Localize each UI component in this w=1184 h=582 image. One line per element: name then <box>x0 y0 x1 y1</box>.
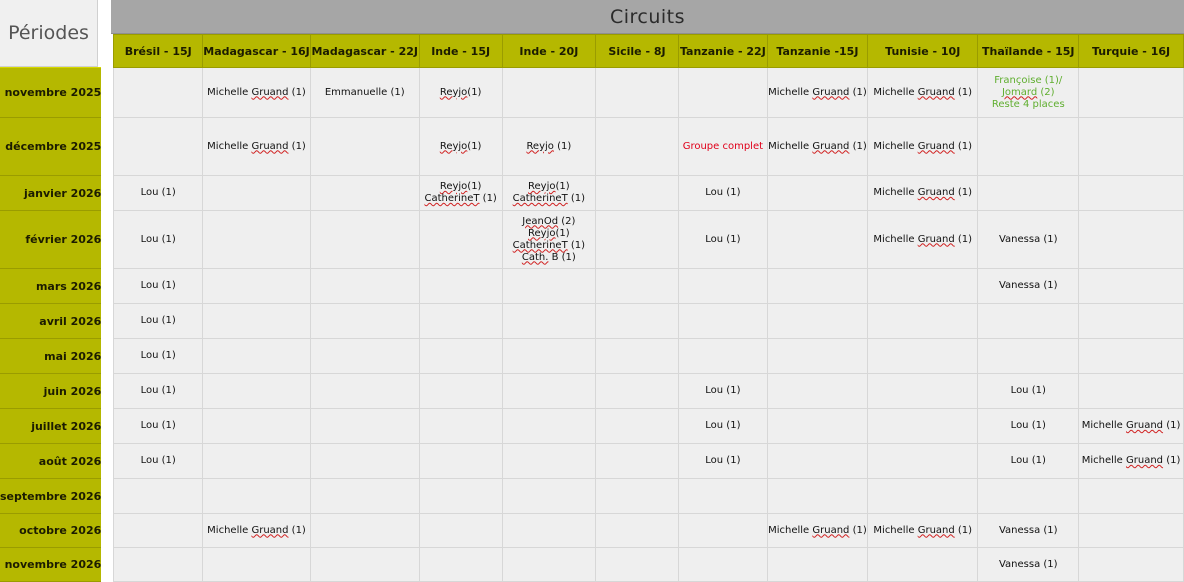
table-cell[interactable] <box>502 514 595 548</box>
period-label[interactable]: avril 2026 <box>0 304 101 339</box>
table-cell[interactable] <box>310 479 419 514</box>
cell-text: Lou (1) <box>140 420 176 431</box>
table-cell[interactable] <box>203 514 311 548</box>
table-cell[interactable] <box>767 68 867 118</box>
cell-text: Cath. B (1) <box>521 251 576 263</box>
table-cell[interactable] <box>596 444 679 479</box>
table-cell[interactable] <box>310 118 419 176</box>
table-cell[interactable] <box>767 548 867 582</box>
table-cell[interactable] <box>1079 118 1184 176</box>
column-header[interactable]: Brésil - 15J <box>114 35 203 68</box>
table-cell[interactable] <box>767 479 867 514</box>
table-cell[interactable] <box>203 176 311 211</box>
table-cell[interactable] <box>114 304 203 339</box>
period-label[interactable]: mars 2026 <box>0 269 101 304</box>
table-cell[interactable] <box>419 339 502 374</box>
cell-text: Michelle Gruand (1) <box>873 140 973 152</box>
table-cell[interactable] <box>419 514 502 548</box>
gap-cell <box>101 444 113 479</box>
table-cell[interactable] <box>978 176 1079 211</box>
cell-text: Michelle Gruand (1) <box>207 524 306 536</box>
table-cell[interactable] <box>310 374 419 409</box>
cell-text: Vanessa (1) <box>998 280 1058 291</box>
table-cell[interactable] <box>114 548 203 582</box>
table-cell[interactable] <box>310 514 419 548</box>
table-cell[interactable] <box>596 409 679 444</box>
table-cell[interactable] <box>1079 68 1184 118</box>
cell-text: Lou (1) <box>705 187 741 198</box>
table-cell[interactable] <box>678 211 767 269</box>
table-cell[interactable] <box>1079 409 1184 444</box>
table-cell[interactable] <box>596 211 679 269</box>
table-row <box>0 409 1184 444</box>
period-label[interactable]: novembre 2025 <box>0 68 101 118</box>
gap-cell <box>101 118 113 176</box>
column-header[interactable]: Sicile - 8J <box>596 35 679 68</box>
table-cell[interactable] <box>767 444 867 479</box>
table-cell[interactable] <box>114 339 203 374</box>
table-row <box>0 118 1184 176</box>
table-cell[interactable] <box>1079 374 1184 409</box>
table-cell[interactable] <box>114 514 203 548</box>
table-cell[interactable] <box>203 409 311 444</box>
table-cell[interactable] <box>310 304 419 339</box>
table-cell[interactable] <box>978 304 1079 339</box>
table-cell[interactable] <box>978 479 1079 514</box>
table-cell[interactable] <box>978 118 1079 176</box>
column-header[interactable]: Tunisie - 10J <box>868 35 978 68</box>
period-label[interactable]: mai 2026 <box>0 339 101 374</box>
table-cell[interactable] <box>203 68 311 118</box>
period-label[interactable]: novembre 2026 <box>0 548 101 582</box>
table-cell[interactable] <box>978 339 1079 374</box>
table-cell[interactable] <box>596 176 679 211</box>
column-header[interactable]: Madagascar - 16J <box>203 35 311 68</box>
table-row <box>0 211 1184 269</box>
table-cell[interactable] <box>868 548 978 582</box>
gap-cell <box>101 479 113 514</box>
table-row <box>0 176 1184 211</box>
period-label[interactable]: janvier 2026 <box>0 176 101 211</box>
table-cell[interactable] <box>767 374 867 409</box>
circuits-header[interactable]: Circuits <box>111 0 1184 34</box>
cell-text: Françoise (1)/ <box>994 74 1063 86</box>
table-cell[interactable] <box>868 211 978 269</box>
column-header[interactable]: Inde - 15J <box>419 35 502 68</box>
cell-text: Michelle Gruand (1) <box>873 524 973 536</box>
table-cell[interactable] <box>678 444 767 479</box>
table-cell[interactable] <box>502 176 595 211</box>
cell-text: Michelle Gruand (1) <box>873 233 973 245</box>
table-cell[interactable] <box>678 68 767 118</box>
table-cell[interactable] <box>419 269 502 304</box>
table-cell[interactable] <box>1079 211 1184 269</box>
gap-cell <box>101 548 113 582</box>
table-cell[interactable] <box>419 479 502 514</box>
table-cell[interactable] <box>978 514 1079 548</box>
table-row <box>0 374 1184 409</box>
table-cell[interactable] <box>419 211 502 269</box>
table-cell[interactable] <box>767 176 867 211</box>
table-cell[interactable] <box>310 339 419 374</box>
cell-text: CatherineT (1) <box>512 239 586 251</box>
gap-cell <box>101 374 113 409</box>
cell-text: Reste 4 places <box>991 98 1065 110</box>
table-cell[interactable] <box>596 514 679 548</box>
cell-text: Lou (1) <box>140 315 176 326</box>
cell-text: Lou (1) <box>140 455 176 466</box>
cell-text: Michelle Gruand (1) <box>207 140 306 152</box>
table-cell[interactable] <box>1079 444 1184 479</box>
table-cell[interactable] <box>868 68 978 118</box>
cell-text: Vanessa (1) <box>998 524 1058 536</box>
gap-cell <box>101 304 113 339</box>
table-cell[interactable] <box>678 118 767 176</box>
table-cell[interactable] <box>596 118 679 176</box>
gap-cell <box>101 68 113 118</box>
cell-text: Lou (1) <box>1010 420 1046 431</box>
table-cell[interactable] <box>767 409 867 444</box>
table-cell[interactable] <box>419 68 502 118</box>
table-cell[interactable] <box>767 118 867 176</box>
table-cell[interactable] <box>310 548 419 582</box>
table-cell[interactable] <box>978 409 1079 444</box>
table-cell[interactable] <box>678 304 767 339</box>
table-cell[interactable] <box>978 68 1079 118</box>
table-row <box>0 548 1184 582</box>
cell-text: Reyjo(1) <box>439 181 482 192</box>
table-cell[interactable] <box>502 444 595 479</box>
table-cell[interactable] <box>502 374 595 409</box>
gap-cell <box>101 514 113 548</box>
table-cell[interactable] <box>203 444 311 479</box>
period-label[interactable]: octobre 2026 <box>0 514 101 548</box>
period-label[interactable]: juillet 2026 <box>0 409 101 444</box>
periodes-header[interactable]: Périodes <box>0 0 98 67</box>
column-header[interactable]: Inde - 20J <box>502 35 595 68</box>
table-cell[interactable] <box>310 269 419 304</box>
table-cell[interactable] <box>978 374 1079 409</box>
table-cell[interactable] <box>868 409 978 444</box>
table-cell[interactable] <box>114 269 203 304</box>
table-cell[interactable] <box>1079 479 1184 514</box>
table-row <box>0 479 1184 514</box>
table-cell[interactable] <box>502 304 595 339</box>
cell-text: Michelle Gruand (1) <box>768 140 867 152</box>
period-label[interactable]: décembre 2025 <box>0 118 101 176</box>
cell-text: Lou (1) <box>1010 385 1046 396</box>
schedule-table <box>0 34 1184 582</box>
table-cell[interactable] <box>1079 548 1184 582</box>
table-cell[interactable] <box>114 409 203 444</box>
table-cell[interactable] <box>596 68 679 118</box>
table-cell[interactable] <box>310 68 419 118</box>
table-cell[interactable] <box>203 374 311 409</box>
table-cell[interactable] <box>310 444 419 479</box>
period-label[interactable]: août 2026 <box>0 444 101 479</box>
table-cell[interactable] <box>114 68 203 118</box>
table-cell[interactable] <box>502 118 595 176</box>
table-cell[interactable] <box>767 339 867 374</box>
table-cell[interactable] <box>868 444 978 479</box>
cell-text: Michelle Gruand (1) <box>768 86 867 98</box>
table-cell[interactable] <box>419 118 502 176</box>
cell-text: Reyjo(1) <box>439 86 482 98</box>
corner-blank <box>0 35 101 68</box>
cell-text: CatherineT (1) <box>512 193 586 204</box>
table-cell[interactable] <box>678 374 767 409</box>
cell-text: Vanessa (1) <box>998 558 1058 570</box>
period-label[interactable]: juin 2026 <box>0 374 101 409</box>
table-cell[interactable] <box>767 304 867 339</box>
cell-text: Michelle Gruand (1) <box>1081 455 1181 466</box>
table-row <box>0 68 1184 118</box>
cell-text: Reyjo(1) <box>528 227 570 239</box>
table-cell[interactable] <box>203 269 311 304</box>
table-cell[interactable] <box>767 211 867 269</box>
column-header[interactable]: Madagascar - 22J <box>310 35 419 68</box>
cell-text: Lou (1) <box>705 455 741 466</box>
table-cell[interactable] <box>868 514 978 548</box>
cell-text: Reyjo(1) <box>439 140 482 152</box>
cell-text: Michelle Gruand (1) <box>768 524 867 536</box>
table-cell[interactable] <box>868 479 978 514</box>
table-cell[interactable] <box>1079 514 1184 548</box>
column-header[interactable]: Thaïlande - 15J <box>978 35 1079 68</box>
cell-text: Reyjo (1) <box>526 140 572 152</box>
cell-text: Lou (1) <box>705 385 741 396</box>
cell-text: Vanessa (1) <box>998 233 1058 245</box>
table-cell[interactable] <box>678 514 767 548</box>
table-cell[interactable] <box>596 269 679 304</box>
period-label[interactable]: septembre 2026 <box>0 479 101 514</box>
table-cell[interactable] <box>502 548 595 582</box>
table-cell[interactable] <box>1079 339 1184 374</box>
table-cell[interactable] <box>868 374 978 409</box>
table-cell[interactable] <box>310 409 419 444</box>
cell-text: Michelle Gruand (1) <box>873 187 973 198</box>
table-cell[interactable] <box>203 211 311 269</box>
table-cell[interactable] <box>419 548 502 582</box>
table-cell[interactable] <box>767 514 867 548</box>
table-cell[interactable] <box>596 479 679 514</box>
gap-cell <box>101 339 113 374</box>
table-cell[interactable] <box>114 211 203 269</box>
column-header[interactable]: Tanzanie - 22J <box>678 35 767 68</box>
table-cell[interactable] <box>502 479 595 514</box>
cell-text: Michelle Gruand (1) <box>207 86 306 98</box>
table-row <box>0 339 1184 374</box>
table-cell[interactable] <box>596 374 679 409</box>
table-cell[interactable] <box>978 269 1079 304</box>
table-cell[interactable] <box>419 409 502 444</box>
table-cell[interactable] <box>868 118 978 176</box>
table-cell[interactable] <box>419 176 502 211</box>
cell-text: Lou (1) <box>140 233 176 245</box>
column-header[interactable]: Turquie - 16J <box>1079 35 1184 68</box>
table-cell[interactable] <box>678 409 767 444</box>
period-label[interactable]: février 2026 <box>0 211 101 269</box>
table-row <box>0 514 1184 548</box>
cell-text: Emmanuelle (1) <box>324 86 405 98</box>
table-cell[interactable] <box>114 118 203 176</box>
table-cell[interactable] <box>868 269 978 304</box>
table-cell[interactable] <box>203 118 311 176</box>
table-cell[interactable] <box>502 269 595 304</box>
table-row <box>0 269 1184 304</box>
table-cell[interactable] <box>502 339 595 374</box>
gap-cell <box>101 211 113 269</box>
cell-text: Lou (1) <box>705 233 741 245</box>
table-cell[interactable] <box>203 304 311 339</box>
table-cell[interactable] <box>678 479 767 514</box>
table-cell[interactable] <box>203 548 311 582</box>
table-cell[interactable] <box>978 211 1079 269</box>
column-header[interactable]: Tanzanie -15J <box>767 35 867 68</box>
cell-text: JeanOd (2) <box>522 215 576 227</box>
table-cell[interactable] <box>114 176 203 211</box>
table-cell[interactable] <box>1079 304 1184 339</box>
table-cell[interactable] <box>310 176 419 211</box>
table-cell[interactable] <box>868 176 978 211</box>
cell-text: Reyjo(1) <box>528 181 570 192</box>
table-row <box>0 304 1184 339</box>
cell-text: Lou (1) <box>140 187 176 198</box>
cell-text: Jomard (2) <box>1001 86 1055 98</box>
cell-text: Lou (1) <box>1010 455 1046 466</box>
cell-text: Groupe complet <box>682 140 764 152</box>
table-cell[interactable] <box>596 304 679 339</box>
cell-text: Michelle Gruand (1) <box>873 86 973 98</box>
table-cell[interactable] <box>419 374 502 409</box>
cell-text: CatherineT (1) <box>424 193 497 204</box>
cell-text: Lou (1) <box>705 420 741 431</box>
table-cell[interactable] <box>310 211 419 269</box>
table-cell[interactable] <box>868 304 978 339</box>
table-cell[interactable] <box>978 444 1079 479</box>
table-row <box>0 444 1184 479</box>
table-cell[interactable] <box>419 444 502 479</box>
table-cell[interactable] <box>502 68 595 118</box>
table-cell[interactable] <box>678 269 767 304</box>
table-cell[interactable] <box>596 339 679 374</box>
table-cell[interactable] <box>767 269 867 304</box>
table-cell[interactable] <box>203 479 311 514</box>
gap-cell <box>101 176 113 211</box>
table-cell[interactable] <box>419 304 502 339</box>
table-cell[interactable] <box>678 339 767 374</box>
gap-cell <box>101 35 113 68</box>
table-cell[interactable] <box>1079 269 1184 304</box>
table-cell[interactable] <box>868 339 978 374</box>
table-cell[interactable] <box>678 548 767 582</box>
table-cell[interactable] <box>596 548 679 582</box>
table-cell[interactable] <box>203 339 311 374</box>
cell-text: Michelle Gruand (1) <box>1081 420 1181 431</box>
table-cell[interactable] <box>114 444 203 479</box>
gap-cell <box>101 409 113 444</box>
table-cell[interactable] <box>678 176 767 211</box>
table-cell[interactable] <box>114 479 203 514</box>
cell-text: Lou (1) <box>140 350 176 361</box>
table-cell[interactable] <box>502 211 595 269</box>
table-cell[interactable] <box>502 409 595 444</box>
table-cell[interactable] <box>1079 176 1184 211</box>
table-cell[interactable] <box>978 548 1079 582</box>
cell-text: Lou (1) <box>140 280 176 291</box>
cell-text: Lou (1) <box>140 385 176 396</box>
table-cell[interactable] <box>114 374 203 409</box>
gap-cell <box>101 269 113 304</box>
